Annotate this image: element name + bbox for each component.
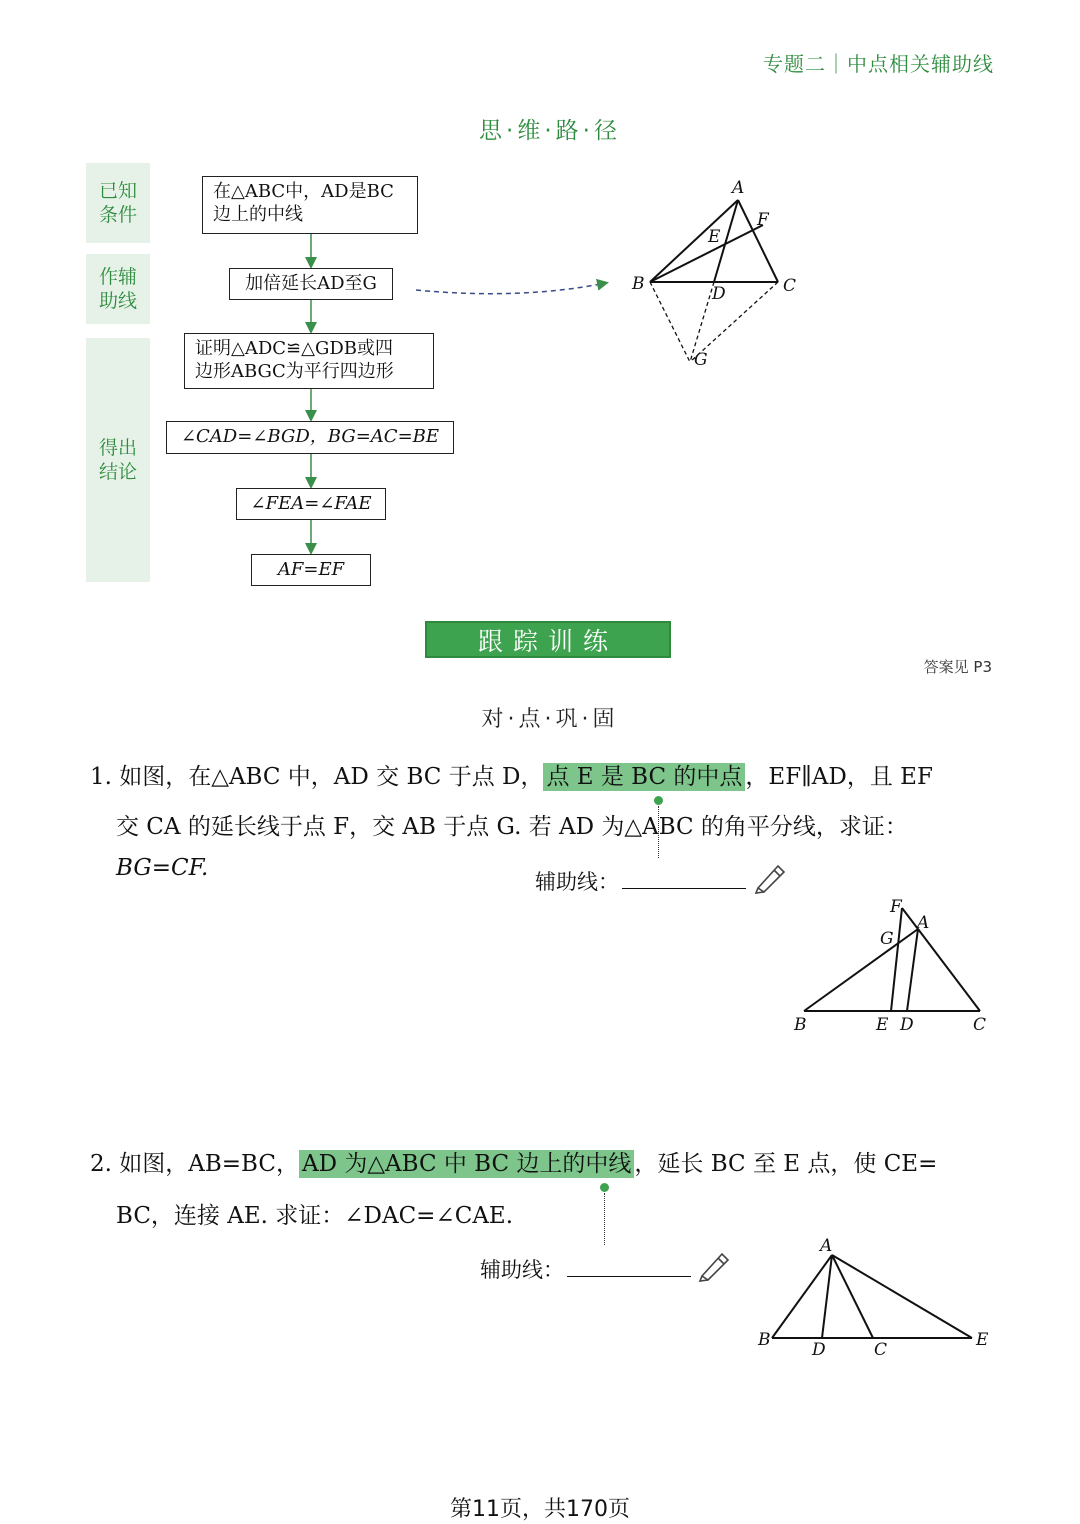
label-G: G bbox=[694, 350, 708, 370]
geometry-diagram-main bbox=[620, 175, 820, 375]
dashed-arrow-to-diagram bbox=[416, 283, 606, 294]
problem-1-highlight: 点 E 是 BC 的中点 bbox=[543, 763, 745, 791]
flow-step-3a: 证明△ADC≌△GDB或四 bbox=[195, 338, 394, 359]
p2-label-E: E bbox=[976, 1330, 989, 1350]
label-C: C bbox=[783, 276, 797, 296]
problem-1-aux-answer-line[interactable] bbox=[622, 888, 746, 889]
label-D: D bbox=[712, 284, 726, 304]
p1-label-B: B bbox=[794, 1015, 807, 1035]
flow-step-known bbox=[202, 176, 418, 234]
problem-2-text-b: ，延长 BC 至 E 点，使 CE= bbox=[634, 1151, 938, 1177]
flow-step-1b: 边上的中线 bbox=[213, 204, 303, 225]
tracking-training-banner: 跟踪训练 bbox=[425, 621, 671, 658]
problem-1-aux-label: 辅助线： bbox=[535, 870, 619, 894]
problem-1-text-b: ，EF∥AD，且 EF bbox=[745, 764, 933, 790]
label-B: B bbox=[632, 274, 645, 294]
pencil-icon-2 bbox=[696, 1248, 732, 1282]
flow-step-result: AF=EF bbox=[251, 554, 371, 586]
p1-label-G: G bbox=[880, 929, 894, 949]
problem-1-line-2: 交 CA 的延长线于点 F，交 AB 于点 G. 若 AD 为△ABC 的角平分线，求证： bbox=[116, 814, 908, 840]
sidebar-aux-l2: 助线 bbox=[98, 290, 137, 312]
pencil-icon bbox=[752, 860, 788, 894]
flow-step-angles: ∠CAD=∠BGD，BG=AC=BE bbox=[166, 421, 454, 454]
sub-section-title: 对·点·巩·固 bbox=[481, 707, 619, 732]
p2-label-B: B bbox=[758, 1330, 771, 1350]
flow-step-1a: 在△ABC中，AD是BC bbox=[213, 181, 394, 202]
problem-2-highlight: AD 为△ABC 中 BC 边上的中线 bbox=[299, 1150, 634, 1178]
flow-step-extend: 加倍延长AD至G bbox=[229, 268, 393, 300]
problem-1-text-a: 1. 如图，在△ABC 中，AD 交 BC 于点 D， bbox=[90, 764, 544, 790]
sidebar-conc-l1: 得出 bbox=[98, 437, 137, 459]
sidebar-aux-l1: 作辅 bbox=[98, 266, 137, 288]
p1-label-E: E bbox=[876, 1015, 889, 1035]
p2-label-D: D bbox=[812, 1340, 826, 1360]
label-F: F bbox=[757, 210, 769, 230]
problem-2-line-2: BC，连接 AE. 求证：∠DAC=∠CAE. bbox=[116, 1203, 514, 1229]
flow-arrows bbox=[0, 0, 1080, 620]
header-title: 专题二｜中点相关辅助线 bbox=[763, 52, 994, 76]
annotation-line-1 bbox=[658, 806, 659, 858]
annotation-line-2 bbox=[604, 1193, 605, 1245]
flow-step-3b: 边形ABGC为平行四边形 bbox=[195, 361, 394, 382]
problem-2-figure bbox=[750, 1235, 1000, 1365]
flow-step-prove bbox=[184, 333, 434, 389]
sidebar-known-l2: 条件 bbox=[98, 204, 137, 226]
p1-label-A: A bbox=[917, 913, 930, 933]
problem-1-line-3: BG=CF. bbox=[116, 855, 209, 881]
problem-2-aux-label: 辅助线： bbox=[480, 1258, 564, 1282]
section-title: 思·维·路·径 bbox=[479, 118, 621, 144]
problem-1-line-1 bbox=[90, 758, 933, 791]
problem-2-text-a: 2. 如图，AB=BC， bbox=[90, 1151, 299, 1177]
sidebar-conc-l2: 结论 bbox=[98, 461, 137, 483]
annotation-marker-2 bbox=[600, 1183, 609, 1192]
p1-label-D: D bbox=[900, 1015, 914, 1035]
p2-label-A: A bbox=[820, 1236, 833, 1256]
label-A: A bbox=[732, 178, 745, 198]
p2-label-C: C bbox=[874, 1340, 888, 1360]
p1-label-F: F bbox=[890, 897, 902, 917]
page-footer: 第11页，共170页 bbox=[450, 1497, 630, 1522]
problem-2-line-1 bbox=[90, 1145, 937, 1178]
flow-step-fea: ∠FEA=∠FAE bbox=[236, 488, 386, 520]
answer-reference: 答案见 P3 bbox=[923, 658, 992, 676]
problem-1-figure bbox=[790, 890, 1000, 1035]
p1-label-C: C bbox=[973, 1015, 987, 1035]
sidebar-known-l1: 已知 bbox=[98, 180, 137, 202]
problem-2-aux-answer-line[interactable] bbox=[567, 1276, 691, 1277]
label-E: E bbox=[708, 227, 721, 247]
annotation-marker-1 bbox=[654, 796, 663, 805]
